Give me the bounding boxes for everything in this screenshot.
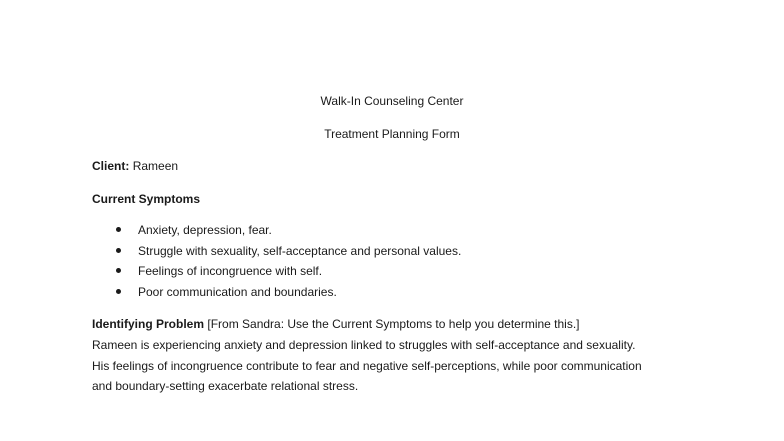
current-symptoms-heading: Current Symptoms <box>92 192 201 206</box>
paragraph-line: His feelings of incongruence contribute to fear and negative self-perceptions, while poor communication <box>92 358 642 373</box>
bullet-icon <box>116 268 121 273</box>
identifying-problem-field <box>92 316 580 332</box>
organization-name: Walk-In Counseling Center <box>320 94 464 108</box>
form-title: Treatment Planning Form <box>324 127 460 141</box>
paragraph-line: Rameen is experiencing anxiety and depression linked to struggles with self-acceptance and sexuality. <box>92 338 636 352</box>
symptom-text: Feelings of incongruence with self. <box>138 264 323 278</box>
bullet-icon <box>116 289 121 294</box>
identifying-problem-paragraph <box>92 335 712 397</box>
client-label: Client: <box>92 159 130 173</box>
symptom-text: Struggle with sexuality, self-acceptance and personal values. <box>138 243 462 258</box>
bullet-icon <box>116 227 121 232</box>
client-field <box>92 158 178 174</box>
identifying-problem-heading: Identifying Problem <box>92 317 205 331</box>
symptom-text: Poor communication and boundaries. <box>138 284 337 299</box>
identifying-problem-note: [From Sandra: Use the Current Symptoms to help you determine this.] <box>207 317 580 331</box>
symptom-text: Anxiety, depression, fear. <box>138 223 272 237</box>
client-name: Rameen <box>132 159 179 173</box>
bullet-icon <box>116 248 121 253</box>
paragraph-line: and boundary-setting exacerbate relational stress. <box>92 379 359 393</box>
